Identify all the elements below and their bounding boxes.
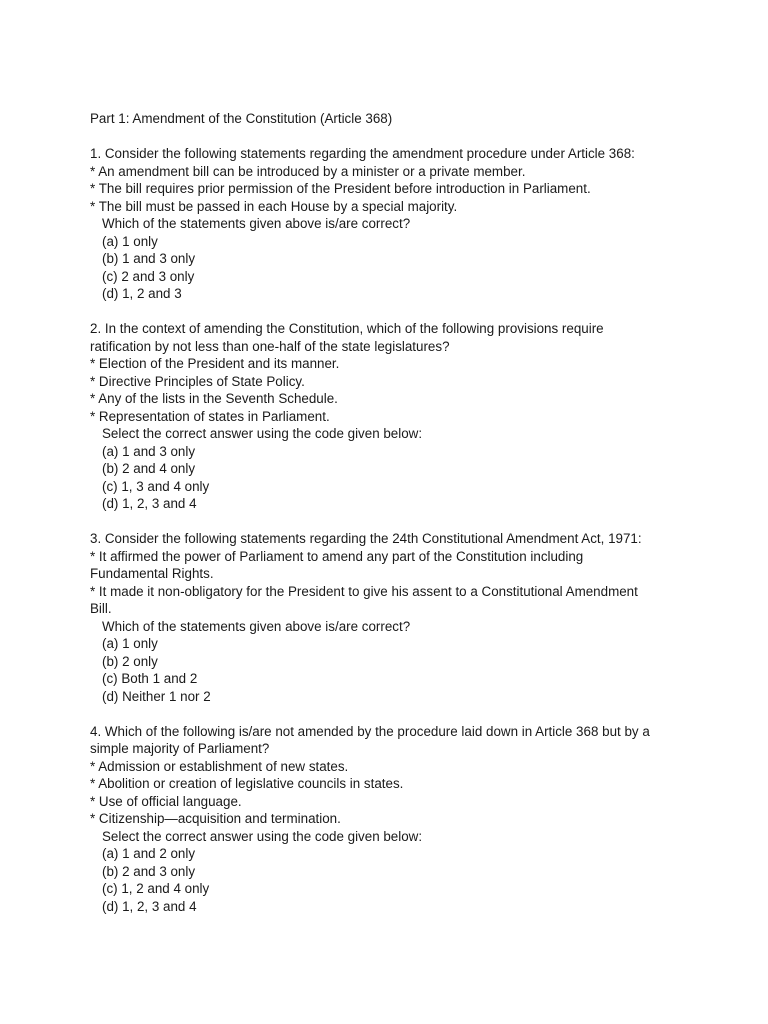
statement: * It affirmed the power of Parliament to amend any part of the Constitution including [90, 548, 584, 564]
answer-option: (b) 2 and 4 only [102, 461, 196, 476]
statement: * It made it non-obligatory for the President to give his assent to a Constitutional Amendment [90, 583, 638, 599]
question-1 [90, 145, 690, 303]
statement: * Use of official language. [90, 793, 242, 809]
answer-option: (a) 1 only [102, 636, 158, 651]
statement: * Any of the lists in the Seventh Schedule. [90, 391, 338, 406]
answer-option: (d) 1, 2, 3 and 4 [102, 898, 197, 914]
statement: Fundamental Rights. [90, 566, 214, 581]
question-stem: 1. Consider the following statements regarding the amendment procedure under Article 368: [90, 146, 635, 161]
part-title: Part 1: Amendment of the Constitution (Article 368) [90, 111, 393, 126]
statement: * Admission or establishment of new states. [90, 758, 349, 774]
answer-option: (d) 1, 2 and 3 [102, 286, 182, 301]
spacer [90, 705, 690, 723]
question-prompt: Which of the statements given above is/are correct? [102, 216, 411, 231]
statement: * Election of the President and its manner. [90, 356, 340, 371]
statement: Bill. [90, 601, 112, 616]
statement: * Abolition or creation of legislative councils in states. [90, 776, 404, 791]
answer-option: (c) 1, 2 and 4 only [102, 881, 210, 896]
answer-option: (a) 1 only [102, 233, 158, 249]
question-stem: ratification by not less than one-half of the state legislatures? [90, 338, 450, 354]
question-stem: 2. In the context of amending the Constitution, which of the following provisions require [90, 321, 604, 336]
answer-option: (d) 1, 2, 3 and 4 [102, 496, 197, 511]
question-stem: 3. Consider the following statements regarding the 24th Constitutional Amendment Act, 1971: [90, 531, 642, 546]
document-page [90, 110, 690, 915]
answer-option: (b) 2 and 3 only [102, 863, 196, 879]
statement: * Representation of states in Parliament. [90, 408, 330, 424]
spacer [90, 303, 690, 321]
question-4 [90, 723, 690, 916]
question-prompt: Select the correct answer using the code given below: [102, 828, 423, 844]
statement: * Directive Principles of State Policy. [90, 373, 305, 389]
question-2 [90, 320, 690, 513]
statement: * An amendment bill can be introduced by a minister or a private member. [90, 163, 526, 179]
answer-option: (c) Both 1 and 2 [102, 671, 198, 686]
question-prompt: Select the correct answer using the code given below: [102, 426, 423, 441]
question-stem: 4. Which of the following is/are not amended by the procedure laid down in Article 368 but by a [90, 723, 650, 739]
statement: * The bill requires prior permission of the President before introduction in Parliament. [90, 181, 591, 196]
question-3 [90, 530, 690, 705]
answer-option: (b) 2 only [102, 653, 158, 669]
answer-option: (a) 1 and 2 only [102, 846, 196, 861]
spacer [90, 513, 690, 531]
statement: * The bill must be passed in each House by a special majority. [90, 198, 458, 214]
answer-option: (b) 1 and 3 only [102, 251, 196, 266]
answer-option: (d) Neither 1 nor 2 [102, 688, 211, 704]
answer-option: (a) 1 and 3 only [102, 443, 196, 459]
question-prompt: Which of the statements given above is/are correct? [102, 618, 411, 634]
answer-option: (c) 2 and 3 only [102, 268, 195, 284]
question-stem: simple majority of Parliament? [90, 741, 270, 756]
spacer [90, 128, 690, 146]
statement: * Citizenship—acquisition and termination. [90, 811, 341, 826]
answer-option: (c) 1, 3 and 4 only [102, 478, 210, 494]
